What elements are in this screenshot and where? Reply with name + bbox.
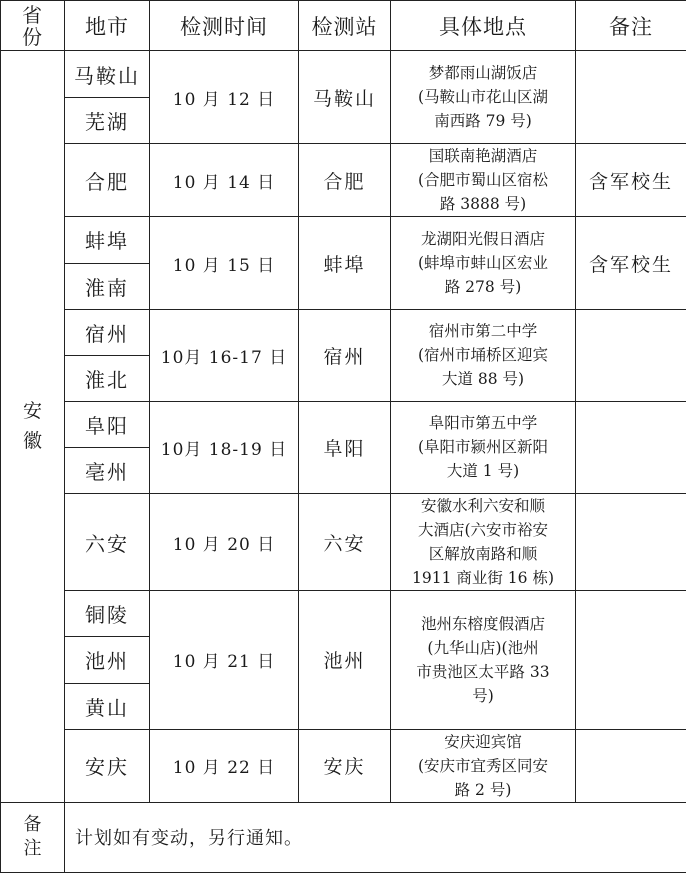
table-row (1, 217, 686, 263)
province-line1: 安 (22, 400, 42, 423)
location-cell (391, 401, 576, 493)
station-cell: 宿州 (299, 309, 391, 401)
location-line: 梦都雨山湖饭店 (428, 64, 538, 83)
date-cell: 10 月 15 日 (150, 217, 299, 309)
table-row (1, 494, 686, 591)
header-time: 检测时间 (150, 1, 299, 51)
table-row (1, 729, 686, 802)
remark-row (1, 802, 686, 872)
location-line: (阜阳市颍州区新阳 (417, 438, 549, 457)
city-cell: 阜阳 (65, 401, 150, 447)
location-line: 安庆迎宾馆 (444, 732, 522, 751)
date-cell: 10 月 21 日 (150, 591, 299, 729)
station-cell: 阜阳 (299, 401, 391, 493)
note-cell (576, 591, 686, 729)
city-cell: 淮南 (65, 263, 150, 309)
location-line: (蚌埠市蚌山区宏业 (417, 254, 549, 272)
province-line2: 徽 (22, 430, 42, 453)
location-cell (391, 309, 576, 401)
remark-label-label_line1: 备 (23, 814, 42, 836)
city-cell: 安庆 (65, 729, 150, 802)
location-line: (安庆市宜秀区同安 (417, 756, 549, 775)
location-cell (391, 729, 576, 802)
date-cell: 10 月 20 日 (150, 494, 299, 591)
header-note: 备注 (576, 1, 686, 51)
location-line: 市贵池区太平路 33 (416, 662, 550, 681)
location-line: 大酒店(六安市裕安 (417, 521, 549, 540)
location-line: 国联南艳湖酒店 (428, 147, 538, 166)
station-cell: 池州 (299, 591, 391, 729)
province-cell (1, 51, 65, 803)
remark-text: 计划如有变动，另行通知。 (65, 802, 686, 872)
location-line: 安徽水利六安和顺 (420, 497, 545, 516)
table-row (1, 144, 686, 217)
header-station: 检测站 (299, 1, 391, 51)
table-row (1, 51, 686, 98)
location-line: 路 278 号) (444, 278, 522, 296)
location-line: (九华山店)(池州 (427, 638, 539, 657)
location-line: 路 3888 号) (439, 195, 527, 214)
location-line: 龙湖阳光假日酒店 (420, 230, 545, 248)
note-cell (576, 401, 686, 493)
location-line: 阜阳市第五中学 (428, 414, 538, 433)
note-cell: 含军校生 (576, 217, 686, 309)
note-cell (576, 494, 686, 591)
header-province-line2: 份 (22, 24, 43, 49)
city-cell: 淮北 (65, 355, 150, 401)
station-cell: 安庆 (299, 729, 391, 802)
station-cell: 马鞍山 (299, 51, 391, 144)
date-cell: 10 月 14 日 (150, 144, 299, 217)
city-cell: 池州 (65, 637, 150, 683)
location-line: 1911 商业街 16 栋) (412, 569, 554, 588)
note-cell (576, 309, 686, 401)
date-cell: 10月 18-19 日 (150, 401, 299, 493)
location-cell (391, 144, 576, 217)
location-cell (391, 591, 576, 729)
note-cell (576, 51, 686, 144)
table-row (1, 591, 686, 637)
location-cell (391, 217, 576, 309)
remark-label-label_line2: 注 (23, 838, 42, 860)
city-cell: 亳州 (65, 447, 150, 493)
header-city: 地市 (65, 1, 150, 51)
location-line: (马鞍山市花山区湖 (417, 88, 549, 107)
station-cell: 合肥 (299, 144, 391, 217)
station-cell: 蚌埠 (299, 217, 391, 309)
location-line: 区解放南路和顺 (428, 545, 538, 564)
header-province (1, 1, 65, 51)
location-line: 宿州市第二中学 (428, 322, 538, 341)
city-cell: 合肥 (65, 144, 150, 217)
header-province-line1: 省 (22, 2, 43, 27)
station-cell: 六安 (299, 494, 391, 591)
city-cell: 六安 (65, 494, 150, 591)
date-cell: 10 月 12 日 (150, 51, 299, 144)
city-cell: 蚌埠 (65, 217, 150, 263)
header-row (1, 1, 686, 51)
location-line: (宿州市埇桥区迎宾 (417, 346, 549, 365)
location-cell (391, 494, 576, 591)
schedule-body (1, 51, 686, 873)
city-cell: 马鞍山 (65, 51, 150, 98)
location-line: 号) (472, 686, 494, 705)
header-location: 具体地点 (391, 1, 576, 51)
table-row (1, 401, 686, 447)
location-line: 路 2 号) (454, 780, 512, 799)
table-row (1, 309, 686, 355)
city-cell: 铜陵 (65, 591, 150, 637)
location-line: 大道 88 号) (441, 370, 525, 389)
location-line: 南西路 79 号) (434, 112, 532, 131)
note-cell (576, 729, 686, 802)
city-cell: 宿州 (65, 309, 150, 355)
date-cell: 10 月 22 日 (150, 729, 299, 802)
location-line: (合肥市蜀山区宿松 (417, 171, 549, 190)
location-cell (391, 51, 576, 144)
location-line: 大道 1 号) (446, 462, 520, 481)
city-cell: 黄山 (65, 683, 150, 729)
date-cell: 10月 16-17 日 (150, 309, 299, 401)
note-cell: 含军校生 (576, 144, 686, 217)
city-cell: 芜湖 (65, 98, 150, 144)
remark-label (1, 802, 65, 872)
location-line: 池州东榕度假酒店 (420, 614, 545, 633)
